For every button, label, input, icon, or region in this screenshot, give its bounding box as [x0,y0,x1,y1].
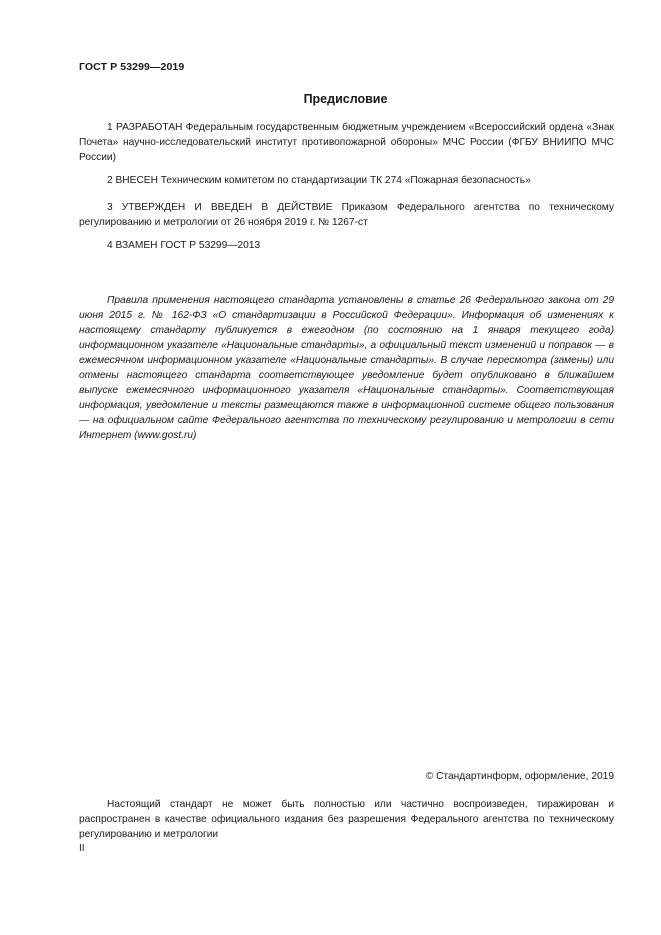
copyright-notice: © Стандартинформ, оформление, 2019 [425,771,614,782]
reproduction-notice-text: Настоящий стандарт не может быть полностью или частично воспроизведен, тиражирован и распространен в качестве официального издания без разрешения Федерального агентства по техническому регулированию и метрологии [79,799,614,840]
page-number: II [79,843,85,854]
foreword-item-text: 4 ВЗАМЕН ГОСТ Р 53299—2013 [107,240,261,251]
foreword-item-1 [79,120,614,165]
foreword-item-text: 1 РАЗРАБОТАН Федеральным государственным бюджетным учреждением «Всероссийский ордена «Знак Почета» научно-исследовательский институт противопожарной обороны» МЧС России (ФГБУ ВНИИПО МЧС России) [79,122,614,163]
standard-code: ГОСТ Р 53299—2019 [79,61,185,73]
foreword-item-2 [79,173,614,188]
reproduction-notice [79,797,614,842]
foreword-item-4 [79,238,614,253]
application-notice [79,293,614,443]
foreword-item-3 [79,200,614,230]
foreword-item-text: 2 ВНЕСЕН Техническим комитетом по стандартизации ТК 274 «Пожарная безопасность» [107,175,531,186]
foreword-item-text: 3 УТВЕРЖДЕН И ВВЕДЕН В ДЕЙСТВИЕ Приказом Федерального агентства по техническому регулированию и метрологии от 26 ноября 2019 г. № 1267-ст [79,202,614,228]
application-notice-text: Правила применения настоящего стандарта установлены в статье 26 Федерального закона от 29 июня 2015 г. № 162-ФЗ «О стандартизации в Российской Федерации». Информация об изменениях к настоящему стандарту публикуется в ежегодном (по состоянию на 1 января текущего года) информационном указателе «Национальные стандарты», а официальный текст изменений и поправок — в ежемесячном информационном указателе «Национальные стандарты». В случае пересмотра (замены) или отмены настоящего стандарта соответствующее уведомление будет опубликовано в ближайшем выпуске ежемесячного информационного указателя «Национальные стандарты». Соответствующая информация, уведомление и тексты размещаются также в информационной системе общего пользования — на официальном сайте Федерального агентства по техническому регулированию и метрологии в сети Интернет (www.gost.ru) [79,295,614,441]
page-title: Предисловие [303,92,388,106]
